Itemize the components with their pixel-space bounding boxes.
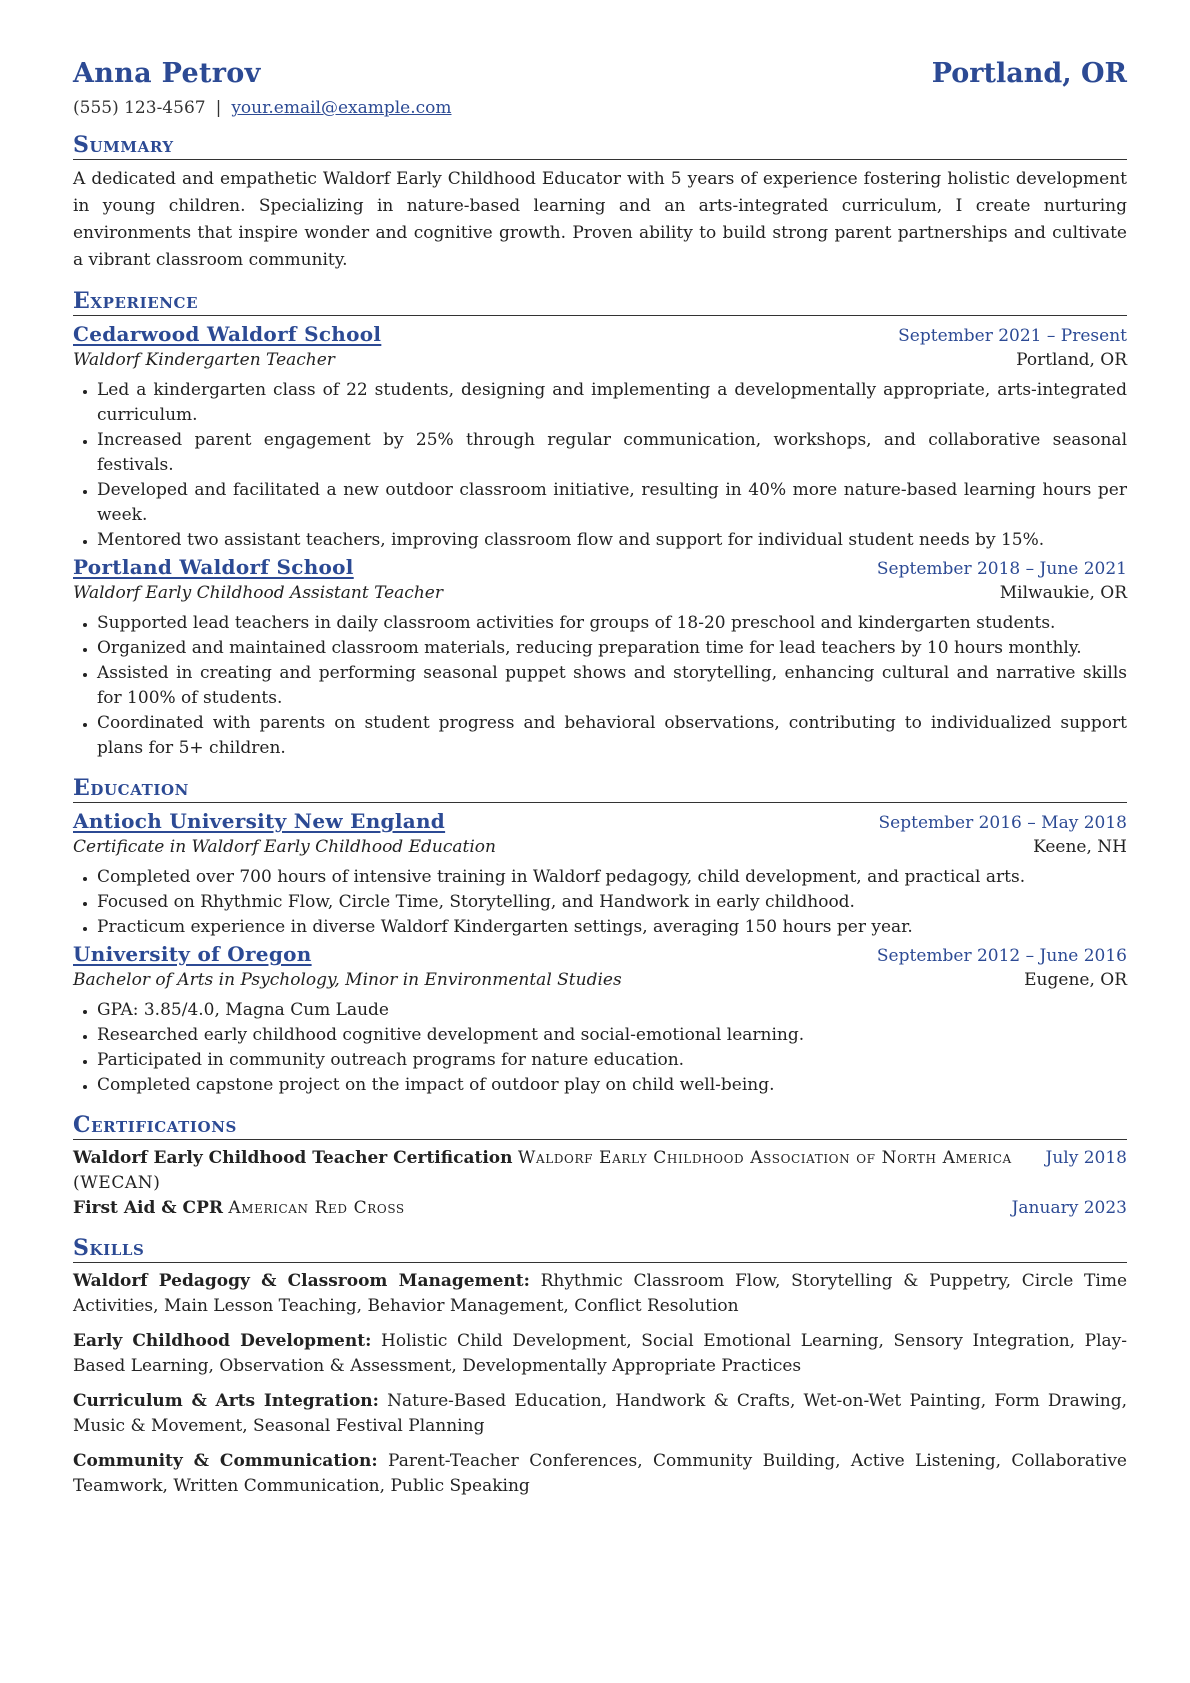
school-name[interactable]: Antioch University New England [73,809,446,833]
summary-text: A dedicated and empathetic Waldorf Early Childhood Educator with 5 years of experience fostering holistic development in young children. Specializing in nature-based learning and an arts-integrated curriculum, I create nurturing environments that inspire wonder and cognitive growth. Proven ability to build strong parent partnerships and cultivate a vibrant classroom community. [73,169,1127,270]
bullet-item: • Researched early childhood cognitive development and social-emotional learning. [97,1023,1127,1048]
bullet-list [73,998,1127,1098]
skill-group [73,1329,1127,1379]
bullet-item: • Completed over 700 hours of intensive training in Waldorf pedagogy, child development, and practical arts. [97,865,1127,890]
employment-dates: September 2021 – Present [898,326,1127,346]
certification-issuer: American Red Cross [228,1198,405,1218]
email-link[interactable]: your.email@example.com [231,98,452,118]
bullet-list [73,611,1127,761]
skill-group [73,1389,1127,1439]
bullet-list [73,378,1127,553]
bullet-list [73,865,1127,940]
certification-date: July 2018 [1045,1148,1127,1168]
job-title: Waldorf Early Childhood Assistant Teacher [73,583,443,603]
skill-category: Waldorf Pedagogy & Classroom Management: [73,1271,530,1291]
skill-group [73,1449,1127,1499]
section-title-experience: Experience [73,288,1127,316]
degree-title: Certificate in Waldorf Early Childhood Education [73,837,496,857]
bullet-item: • Coordinated with parents on student progress and behavioral observations, contributing to individualized support plans for 5+ children. [97,711,1127,761]
section-title-summary: Summary [73,132,1127,160]
section-title-education: Education [73,775,1127,803]
section-title-skills: Skills [73,1235,1127,1263]
bullet-item: • Led a kindergarten class of 22 students, designing and implementing a developmentally appropriate, arts-integrated curriculum. [97,378,1127,428]
skill-list: Rhythmic Classroom Flow, Storytelling & Puppetry, Circle Time Activities, Main Lesson Teaching, Behavior Management, Conflict Resolution [73,1271,1128,1316]
employer-name[interactable]: Cedarwood Waldorf School [73,322,382,346]
candidate-location: Portland, OR [931,58,1127,89]
phone-number: (555) 123-4567 [73,98,206,118]
certification-item [73,1146,1127,1196]
candidate-name: Anna Petrov [73,58,261,89]
contact-line [73,98,1127,118]
employer-name[interactable]: Portland Waldorf School [73,555,354,579]
resume-header [73,58,1127,89]
bullet-item: • Assisted in creating and performing seasonal puppet shows and storytelling, enhancing cultural and narrative skills for 100% of students. [97,661,1127,711]
degree-title: Bachelor of Arts in Psychology, Minor in Environmental Studies [73,970,622,990]
bullet-item: • Completed capstone project on the impact of outdoor play on child well-being. [97,1073,1127,1098]
bullet-item: • Practicum experience in diverse Waldorf Kindergarten settings, averaging 150 hours per year. [97,915,1127,940]
job-location: Portland, OR [1016,350,1127,370]
education-dates: September 2016 – May 2018 [878,813,1127,833]
certification-name: First Aid & CPR [73,1198,223,1218]
skill-category: Community & Communication: [73,1451,378,1471]
education-entry [73,942,1127,1098]
education-dates: September 2012 – June 2016 [876,946,1127,966]
employment-dates: September 2018 – June 2021 [876,559,1127,579]
bullet-item: • Mentored two assistant teachers, improving classroom flow and support for individual student needs by 15%. [97,528,1127,553]
skill-category: Curriculum & Arts Integration: [73,1391,379,1411]
bullet-item: • Developed and facilitated a new outdoor classroom initiative, resulting in 40% more nature-based learning hours per week. [97,478,1127,528]
bullet-item: • Participated in community outreach programs for nature education. [97,1048,1127,1073]
certification-date: January 2023 [1011,1198,1127,1218]
certification-issuer: Waldorf Early Childhood Association of North America (WECAN) [73,1148,1012,1193]
skill-list: Parent-Teacher Conferences, Community Building, Active Listening, Collaborative Teamwork, Written Communication, Public Speaking [73,1451,1127,1496]
experience-entry [73,555,1127,761]
section-title-certifications: Certifications [73,1112,1127,1140]
experience-entry [73,322,1127,553]
education-entry [73,809,1127,940]
skill-category: Early Childhood Development: [73,1331,372,1351]
certification-item [73,1196,1127,1221]
job-location: Milwaukie, OR [999,583,1127,603]
bullet-item: • GPA: 3.85/4.0, Magna Cum Laude [97,998,1127,1023]
bullet-item: • Focused on Rhythmic Flow, Circle Time, Storytelling, and Handwork in early childhood. [97,890,1127,915]
skill-group [73,1269,1127,1319]
contact-separator: | [215,98,222,118]
bullet-item: • Supported lead teachers in daily classroom activities for groups of 18-20 preschool and kindergarten students. [97,611,1127,636]
certification-name: Waldorf Early Childhood Teacher Certification [73,1148,513,1168]
school-name[interactable]: University of Oregon [73,942,312,966]
job-title: Waldorf Kindergarten Teacher [73,350,335,370]
school-location: Eugene, OR [1024,970,1127,990]
bullet-item: • Organized and maintained classroom materials, reducing preparation time for lead teachers by 10 hours monthly. [97,636,1127,661]
skill-list: Nature-Based Education, Handwork & Crafts, Wet-on-Wet Painting, Form Drawing, Music & Movement, Seasonal Festival Planning [73,1391,1127,1436]
school-location: Keene, NH [1033,837,1127,857]
skill-list: Holistic Child Development, Social Emotional Learning, Sensory Integration, Play-Based Learning, Observation & Assessment, Developmentally Appropriate Practices [73,1331,1128,1376]
bullet-item: • Increased parent engagement by 25% through regular communication, workshops, and collaborative seasonal festivals. [97,428,1127,478]
